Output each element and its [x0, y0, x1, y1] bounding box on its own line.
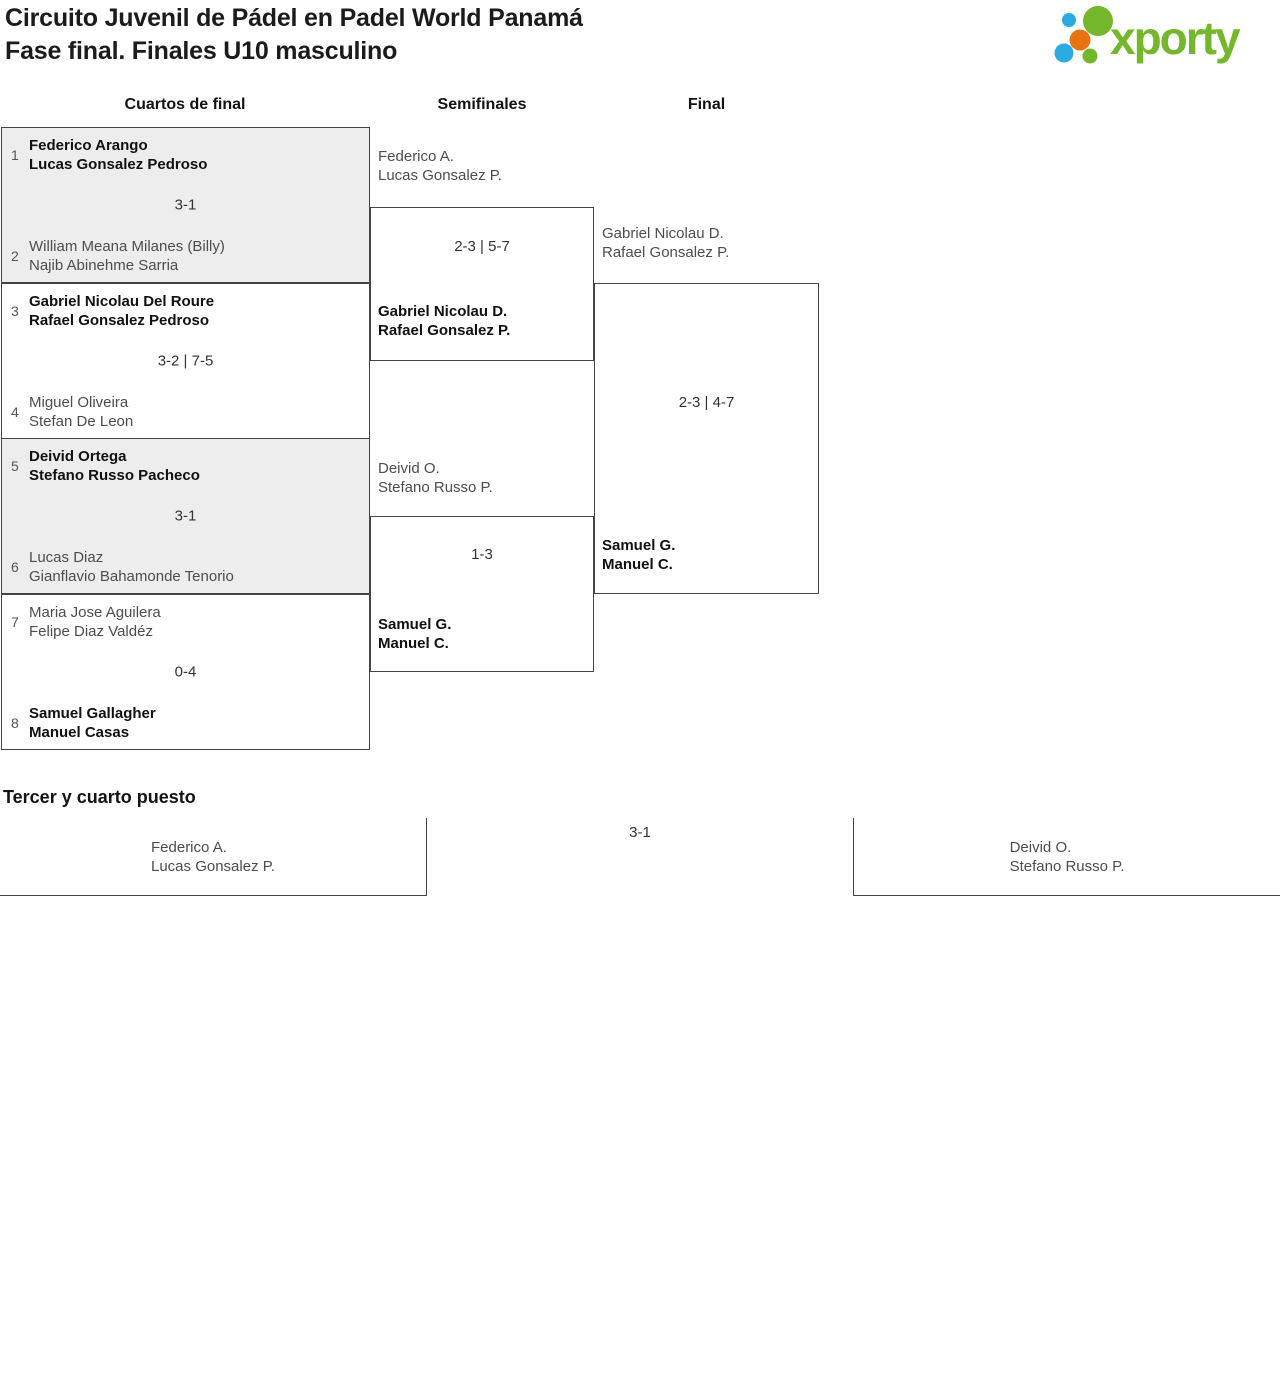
- sf2-score: 1-3: [471, 546, 493, 563]
- third-place-team-right: [1010, 838, 1125, 876]
- player-name: Manuel Casas: [29, 724, 130, 741]
- qf2-score: 3-2 | 7-5: [157, 352, 214, 370]
- player-name: Federico A.: [151, 838, 227, 856]
- player-name: Miguel Oliveira: [29, 394, 129, 411]
- qf2-team-top: [11, 292, 214, 330]
- seed-number: 1: [11, 147, 19, 163]
- player-name: Manuel C.: [602, 556, 673, 573]
- seed-number: 6: [11, 559, 19, 575]
- third-place-right-slot: [853, 818, 1280, 896]
- player-name: Maria Jose Aguilera: [29, 604, 161, 621]
- player-name: Federico A.: [378, 148, 454, 165]
- final-score: 2-3 | 4-7: [678, 394, 735, 411]
- xporty-logo[interactable]: [1048, 2, 1276, 66]
- seed-number: 3: [11, 303, 19, 319]
- seed-number: 5: [11, 458, 19, 474]
- player-name: Samuel G.: [378, 616, 452, 633]
- qf2-team-bottom: [11, 393, 133, 431]
- player-name: Gabriel Nicolau Del Roure: [29, 293, 215, 310]
- player-name: Deivid Ortega: [29, 448, 127, 465]
- player-name: Rafael Gonsalez P.: [378, 322, 511, 339]
- player-name: Gianflavio Bahamonde Tenorio: [29, 568, 234, 585]
- player-name: Lucas Gonsalez Pedroso: [29, 156, 208, 173]
- player-name: Manuel C.: [378, 635, 449, 652]
- team-names: [29, 136, 207, 174]
- player-name: Samuel G.: [602, 537, 676, 554]
- final-team-top: [602, 224, 729, 262]
- player-name: Rafael Gonsalez Pedroso: [29, 312, 210, 329]
- team-names: [29, 603, 161, 641]
- player-name: Deivid O.: [1009, 838, 1072, 856]
- team-names: [29, 704, 156, 742]
- player-name: Gabriel Nicolau D.: [378, 303, 508, 320]
- qf4-team-top: [11, 603, 161, 641]
- sf1-team-top: [378, 147, 502, 185]
- page-title-line-1: Circuito Juvenil de Pádel en Padel World Panamá: [5, 4, 583, 32]
- third-place-title: Tercer y cuarto puesto: [3, 787, 196, 807]
- player-name: Stefano Russo P.: [1009, 857, 1125, 875]
- third-place-score: 3-1: [629, 824, 651, 841]
- sf1-team-bottom: [378, 302, 510, 340]
- player-name: Lucas Gonsalez P.: [151, 857, 275, 875]
- player-name: William Meana Milanes (Billy): [29, 238, 225, 255]
- player-name: Lucas Diaz: [29, 549, 104, 566]
- third-place-team-left: [151, 838, 275, 876]
- player-name: Deivid O.: [378, 460, 440, 477]
- qf1-team-top: [11, 136, 207, 174]
- player-name: Najib Abinehme Sarria: [29, 257, 179, 274]
- player-name: Stefano Russo P.: [378, 479, 493, 496]
- sf2-team-bottom: [378, 615, 451, 653]
- player-name: Samuel Gallagher: [29, 705, 156, 722]
- qf1-score: 3-1: [174, 196, 197, 214]
- third-place-left-slot: [0, 818, 427, 896]
- page-title-line-2: Fase final. Finales U10 masculino: [5, 37, 398, 65]
- page-title: [5, 2, 583, 68]
- qf4-team-bottom: [11, 704, 156, 742]
- final-team-bottom: [602, 536, 675, 574]
- player-name: Lucas Gonsalez P.: [378, 167, 502, 184]
- qf3-team-bottom: [11, 548, 234, 586]
- round-header-semifinals: Semifinales: [437, 96, 527, 113]
- player-name: Federico Arango: [29, 137, 148, 154]
- team-names: [29, 237, 225, 275]
- seed-number: 2: [11, 248, 19, 264]
- player-name: Gabriel Nicolau D.: [602, 225, 724, 242]
- qf-match-3: [1, 438, 370, 594]
- player-name: Stefano Russo Pacheco: [29, 467, 200, 484]
- round-header-quarterfinals: Cuartos de final: [124, 96, 246, 113]
- qf-match-1: [1, 127, 370, 283]
- team-names: [29, 292, 214, 330]
- qf-match-4: [1, 594, 370, 750]
- team-names: [29, 447, 200, 485]
- player-name: Stefan De Leon: [29, 413, 134, 430]
- sf2-team-top: [378, 459, 493, 497]
- logo-wordmark: xporty: [1110, 12, 1239, 64]
- xporty-logo-svg: [1048, 2, 1276, 66]
- player-name: Rafael Gonsalez P.: [602, 244, 730, 261]
- qf3-team-top: [11, 447, 200, 485]
- qf3-score: 3-1: [174, 507, 197, 525]
- sf1-score: 2-3 | 5-7: [454, 238, 510, 255]
- logo-dots-icon: [1055, 6, 1114, 64]
- seed-number: 8: [11, 715, 19, 731]
- qf1-team-bottom: [11, 237, 225, 275]
- qf-match-2: [1, 283, 370, 439]
- team-names: [29, 548, 234, 586]
- team-names: [29, 393, 133, 431]
- player-name: Felipe Diaz Valdéz: [29, 623, 153, 640]
- round-header-final: Final: [687, 96, 726, 113]
- seed-number: 4: [11, 404, 19, 420]
- seed-number: 7: [11, 614, 19, 630]
- qf4-score: 0-4: [174, 663, 197, 681]
